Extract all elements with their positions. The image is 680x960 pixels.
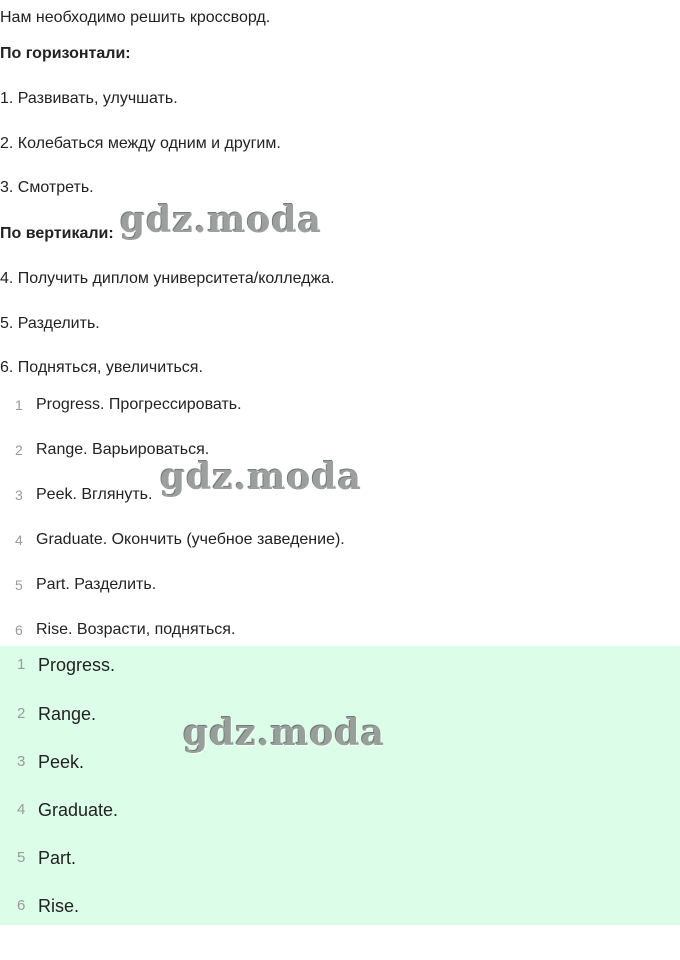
answer-text: Progress. bbox=[38, 655, 116, 675]
across-heading: По горизонтали: bbox=[0, 45, 131, 62]
answer-number: 5 bbox=[17, 849, 26, 866]
answer-text: Rise. bbox=[38, 896, 80, 916]
answer-number: 3 bbox=[17, 753, 26, 770]
answer-text: Part. bbox=[38, 848, 77, 868]
answer-number: 6 bbox=[17, 897, 26, 914]
answer-text: Peek. bbox=[38, 752, 85, 772]
watermark-logo: gdz.moda bbox=[183, 712, 385, 754]
list-item-number: 3 bbox=[15, 487, 23, 503]
list-item-number: 1 bbox=[15, 397, 23, 413]
watermark-logo: gdz.moda bbox=[160, 456, 362, 498]
answer-text: Graduate. bbox=[38, 800, 119, 820]
watermark-logo: gdz.moda bbox=[120, 199, 322, 241]
list-item-number: 5 bbox=[15, 577, 23, 593]
across-clue-1: 1. Развивать, улучшать. bbox=[0, 90, 178, 107]
list-item-number: 4 bbox=[15, 532, 23, 548]
intro-text: Нам необходимо решить кроссворд. bbox=[0, 9, 271, 26]
list-item-text: Range. Варьироваться. bbox=[36, 441, 210, 458]
answer-text: Range. bbox=[38, 704, 97, 724]
down-clue-4: 4. Получить диплом университета/колледжа. bbox=[0, 270, 335, 287]
answers-block bbox=[0, 646, 680, 925]
list-item-text: Part. Разделить. bbox=[36, 576, 157, 593]
answer-number: 2 bbox=[17, 705, 26, 722]
down-heading: По вертикали: bbox=[0, 225, 114, 242]
down-clue-5: 5. Разделить. bbox=[0, 315, 100, 332]
answer-number: 1 bbox=[17, 656, 26, 673]
down-clue-6: 6. Подняться, увеличиться. bbox=[0, 359, 203, 376]
across-clue-2: 2. Колебаться между одним и другим. bbox=[0, 135, 281, 152]
list-item-text: Graduate. Окончить (учебное заведение). bbox=[36, 531, 345, 548]
list-item-text: Peek. Вглянуть. bbox=[36, 486, 153, 503]
list-item-number: 2 bbox=[15, 442, 23, 458]
across-clue-3: 3. Смотреть. bbox=[0, 179, 94, 196]
list-item-text: Progress. Прогрессировать. bbox=[36, 396, 242, 413]
list-item-text: Rise. Возрасти, подняться. bbox=[36, 621, 236, 638]
list-item-number: 6 bbox=[15, 622, 23, 638]
answer-number: 4 bbox=[17, 801, 26, 818]
